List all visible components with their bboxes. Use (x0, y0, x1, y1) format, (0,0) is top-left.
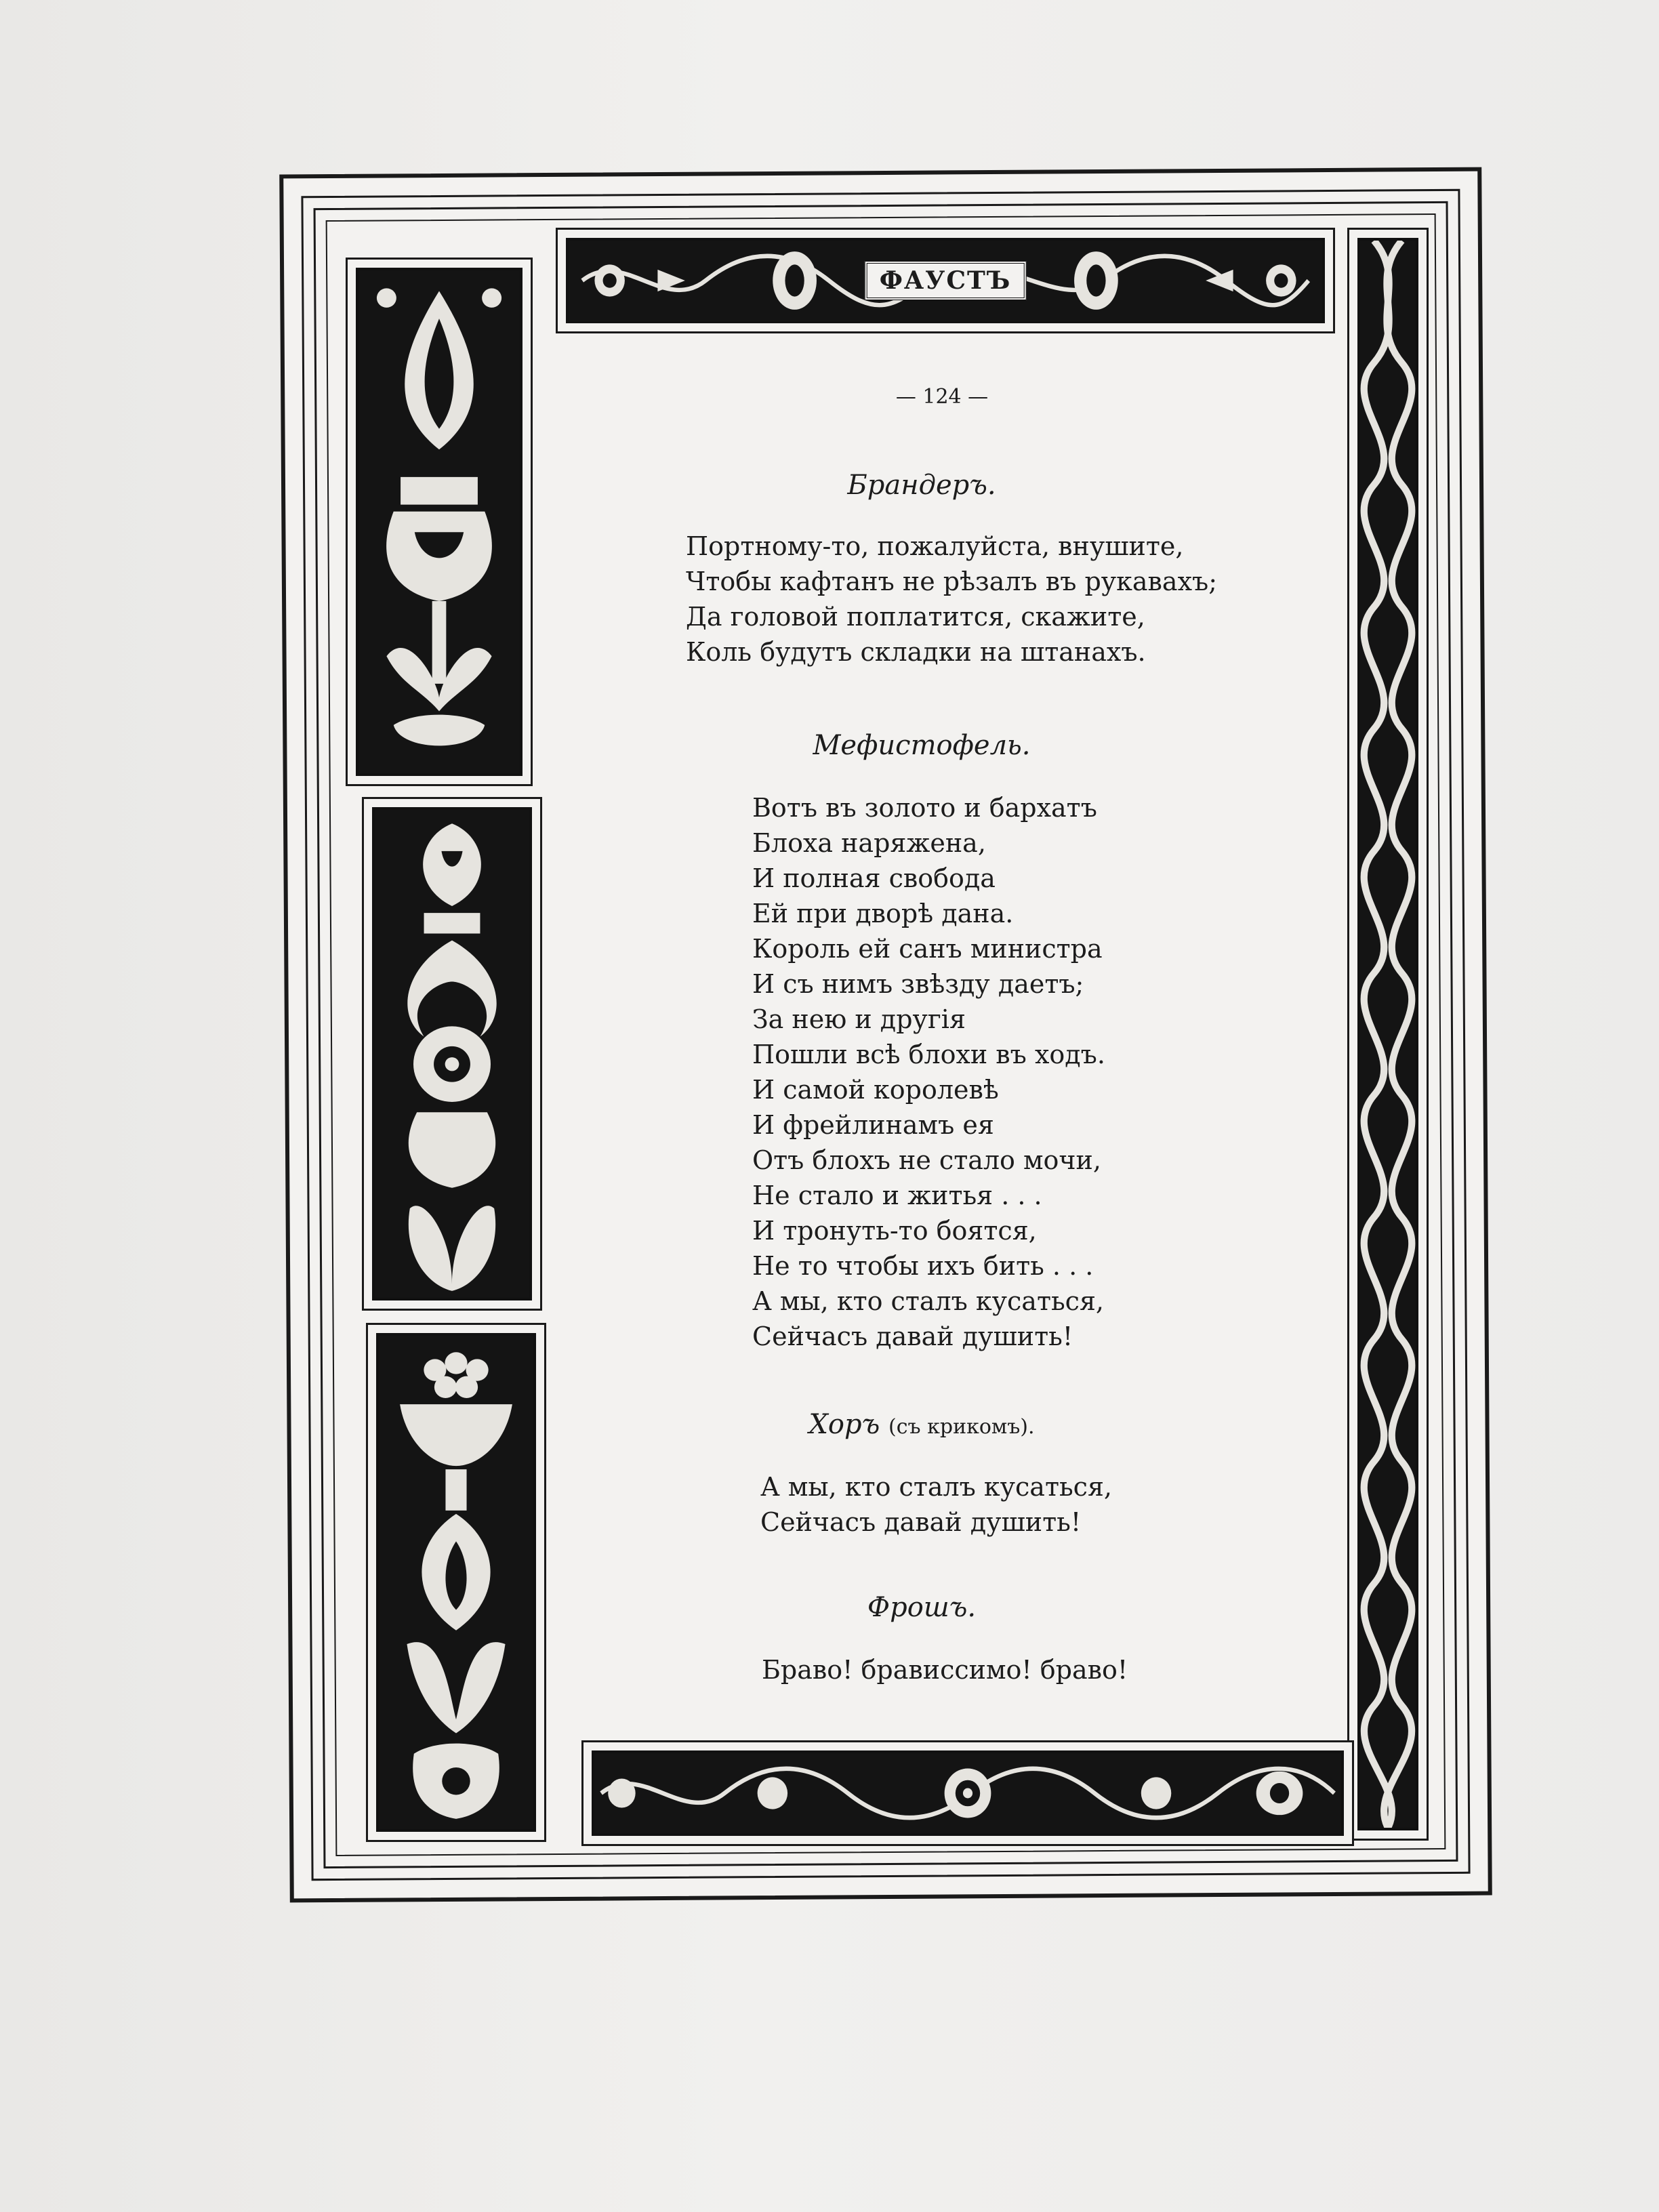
page-number: — 124 — (895, 385, 989, 409)
verse-line: А мы, кто сталъ кусаться, (752, 1286, 1104, 1316)
verse-line: Чтобы кафтанъ не рѣзалъ въ рукавахъ; (686, 567, 1217, 596)
verse-line: Сейчасъ давай душить! (752, 1322, 1073, 1351)
verse-mephistopheles (752, 790, 1105, 1354)
verse-line: Не то чтобы ихъ бить . . . (752, 1251, 1094, 1281)
verse-line: Браво! брависсимо! браво! (762, 1655, 1128, 1685)
header-ornament (556, 228, 1335, 333)
speaker-chorus (745, 1407, 1098, 1445)
flower-urn-icon (372, 807, 532, 1300)
floral-frieze-icon (592, 1750, 1344, 1836)
acanthus-vase-icon (356, 268, 523, 776)
verse-line: И полная свобода (752, 863, 996, 893)
speaker-name: Хоръ (808, 1409, 880, 1440)
speaker-frosch: Фрошъ. (867, 1592, 977, 1623)
verse-line: Отъ блохъ не стало мочи, (752, 1145, 1101, 1175)
verse-line: И фрейлинамъ ея (752, 1110, 994, 1140)
vine-column-icon (1357, 238, 1418, 1830)
verse-line: И съ нимъ звѣзду даетъ; (752, 969, 1084, 999)
speaker-mephistopheles: Мефистофель. (813, 730, 1031, 761)
verse-line: Король ей санъ министра (752, 934, 1103, 964)
verse-line: Коль будутъ складки на штанахъ. (686, 637, 1146, 667)
verse-line: Блоха наряжена, (752, 828, 986, 858)
verse-line: Портному-то, пожалуйста, внушите, (686, 531, 1184, 561)
verse-line: А мы, кто сталъ кусаться, (760, 1472, 1112, 1502)
stage-direction: (съ крикомъ). (888, 1415, 1035, 1439)
verse-chorus (760, 1469, 1112, 1540)
left-panel-middle (362, 797, 542, 1311)
verse-line: Не стало и житья . . . (752, 1181, 1042, 1210)
verse-line: За нею и другія (752, 1004, 966, 1034)
speaker-brander: Брандеръ. (847, 470, 996, 501)
verse-line: Сейчасъ давай душить! (760, 1507, 1082, 1537)
verse-line: И самой королевѣ (752, 1075, 999, 1105)
running-title: ФАУСТЪ (865, 261, 1027, 300)
verse-line: Вотъ въ золото и бархатъ (752, 793, 1097, 823)
right-panel (1347, 228, 1429, 1841)
verse-line: Ей при дворѣ дана. (752, 899, 1014, 928)
left-panel-top (346, 258, 533, 786)
verse-line: Да головой поплатится, скажите, (686, 602, 1145, 632)
left-panel-bottom (366, 1323, 546, 1842)
verse-frosch (762, 1652, 1128, 1687)
fruit-bowl-icon (376, 1333, 536, 1832)
verse-line: Пошли всѣ блохи въ ходъ. (752, 1040, 1105, 1069)
verse-line: И тронуть-то боятся, (752, 1216, 1037, 1246)
footer-ornament (581, 1740, 1354, 1846)
verse-brander (686, 529, 1217, 670)
